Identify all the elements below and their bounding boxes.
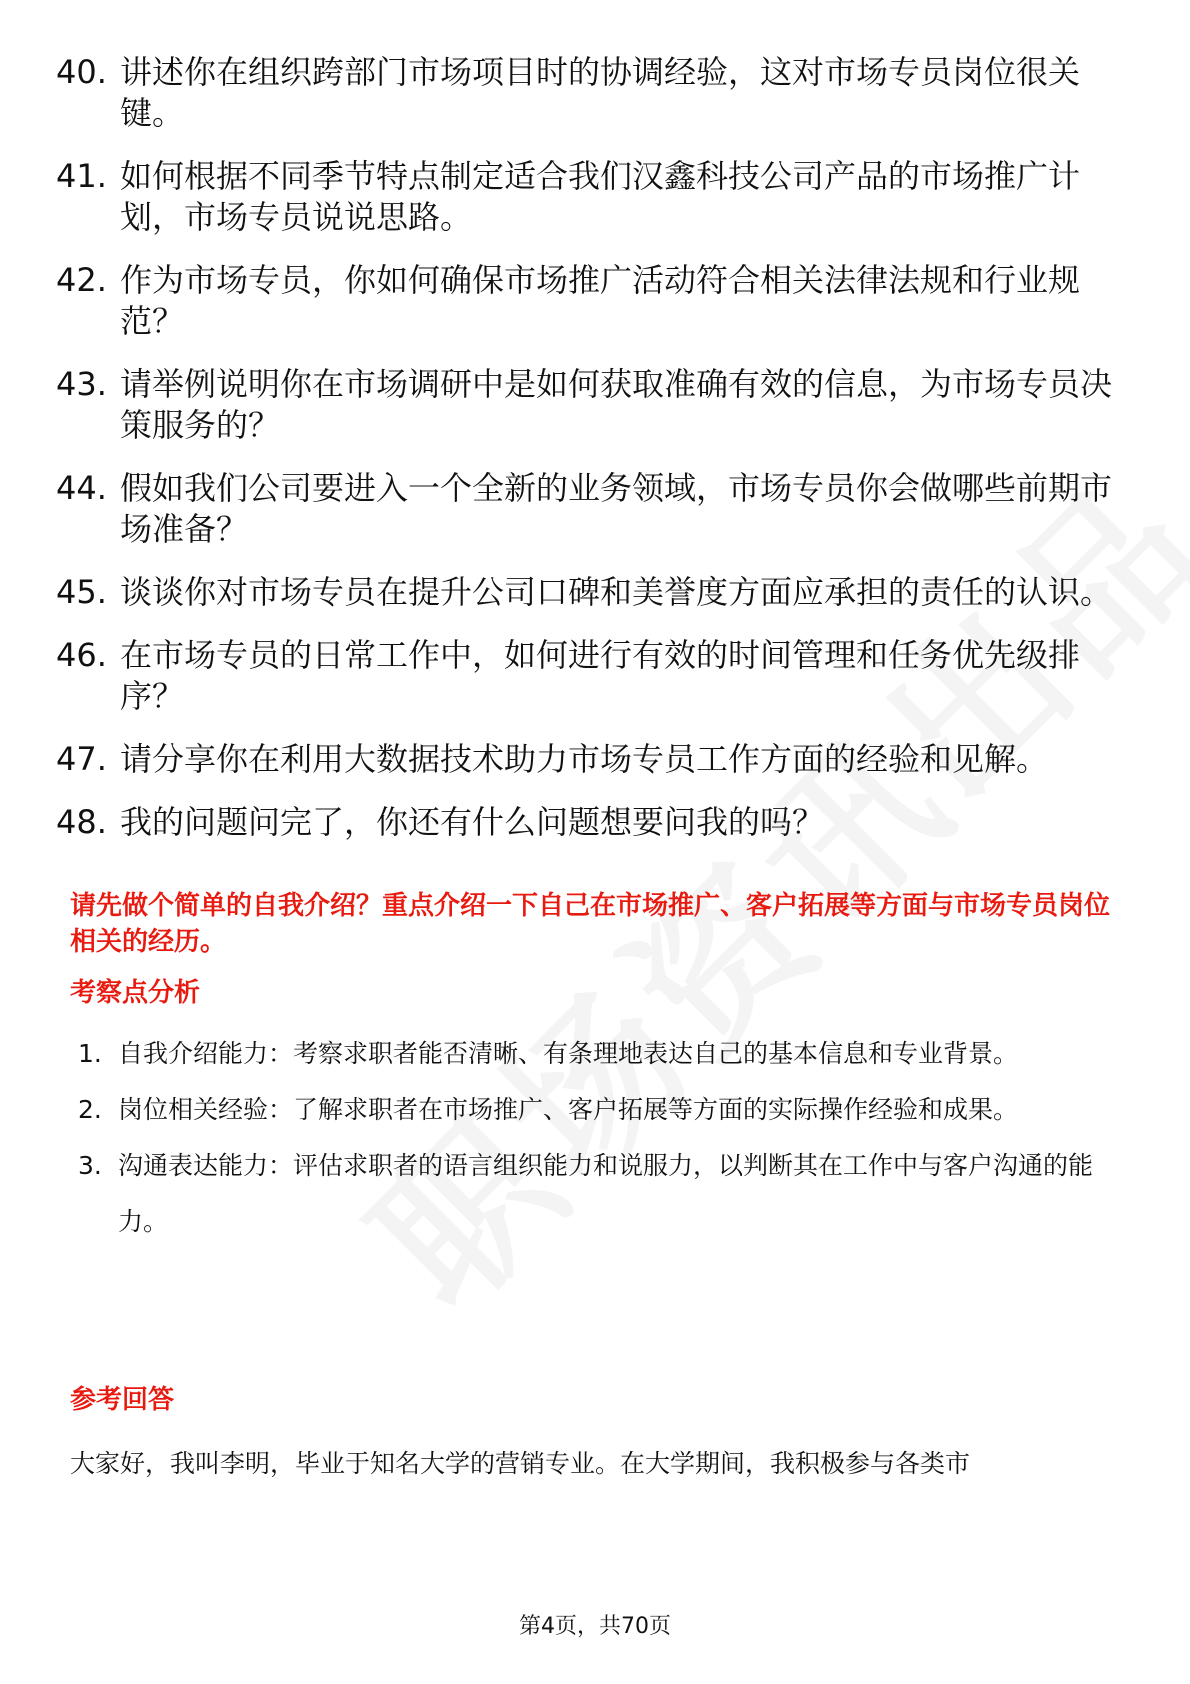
section-question: 请先做个简单的自我介绍？重点介绍一下自己在市场推广、客户拓展等方面与市场专员岗位相关的经历。 <box>70 891 1111 957</box>
list-item <box>56 572 1116 613</box>
question-list <box>56 52 1116 865</box>
list-item <box>78 1026 1118 1082</box>
question-number: 40. <box>56 53 107 91</box>
list-item <box>56 739 1116 780</box>
analysis-text: 自我介绍能力：考察求职者能否清晰、有条理地表达自己的基本信息和专业背景。 <box>118 1039 1019 1068</box>
list-item <box>56 802 1116 843</box>
question-text: 作为市场专员，你如何确保市场推广活动符合相关法律法规和行业规范？ <box>120 261 1081 340</box>
question-number: 48. <box>56 803 107 841</box>
analysis-number: 3. <box>78 1151 102 1180</box>
question-text: 谈谈你对市场专员在提升公司口碑和美誉度方面应承担的责任的认识。 <box>120 573 1113 611</box>
answer-text: 大家好，我叫李明，毕业于知名大学的营销专业。在大学期间，我积极参与各类市 <box>70 1449 971 1478</box>
list-item <box>56 468 1116 550</box>
question-number: 46. <box>56 636 107 674</box>
question-text: 请分享你在利用大数据技术助力市场专员工作方面的经验和见解。 <box>120 740 1049 778</box>
list-item <box>56 52 1116 134</box>
answer-heading: 参考回答 <box>70 1385 175 1415</box>
list-item <box>78 1138 1118 1250</box>
list-item <box>56 260 1116 342</box>
question-text: 如何根据不同季节特点制定适合我们汉鑫科技公司产品的市场推广计划，市场专员说说思路。 <box>120 157 1081 236</box>
list-item <box>56 635 1116 717</box>
question-number: 43. <box>56 365 107 403</box>
question-number: 42. <box>56 261 107 299</box>
analysis-list <box>78 1026 1118 1250</box>
analysis-number: 2. <box>78 1095 102 1124</box>
question-number: 44. <box>56 469 107 507</box>
question-number: 47. <box>56 740 107 778</box>
analysis-number: 1. <box>78 1039 102 1068</box>
analysis-heading: 考察点分析 <box>70 978 201 1008</box>
question-text: 请举例说明你在市场调研中是如何获取准确有效的信息，为市场专员决策服务的？ <box>120 365 1113 444</box>
question-number: 45. <box>56 573 107 611</box>
page-footer: 第4页，共70页 <box>519 1614 671 1639</box>
question-text: 在市场专员的日常工作中，如何进行有效的时间管理和任务优先级排序？ <box>120 636 1081 715</box>
list-item <box>56 364 1116 446</box>
question-text: 我的问题问完了，你还有什么问题想要问我的吗？ <box>120 803 825 841</box>
question-text: 讲述你在组织跨部门市场项目时的协调经验，这对市场专员岗位很关键。 <box>120 53 1081 132</box>
question-number: 41. <box>56 157 107 195</box>
analysis-text: 岗位相关经验：了解求职者在市场推广、客户拓展等方面的实际操作经验和成果。 <box>118 1095 1019 1124</box>
list-item <box>56 156 1116 238</box>
question-text: 假如我们公司要进入一个全新的业务领域，市场专员你会做哪些前期市场准备？ <box>120 469 1113 548</box>
list-item <box>78 1082 1118 1138</box>
analysis-text: 沟通表达能力：评估求职者的语言组织能力和说服力，以判断其在工作中与客户沟通的能力。 <box>118 1151 1094 1236</box>
